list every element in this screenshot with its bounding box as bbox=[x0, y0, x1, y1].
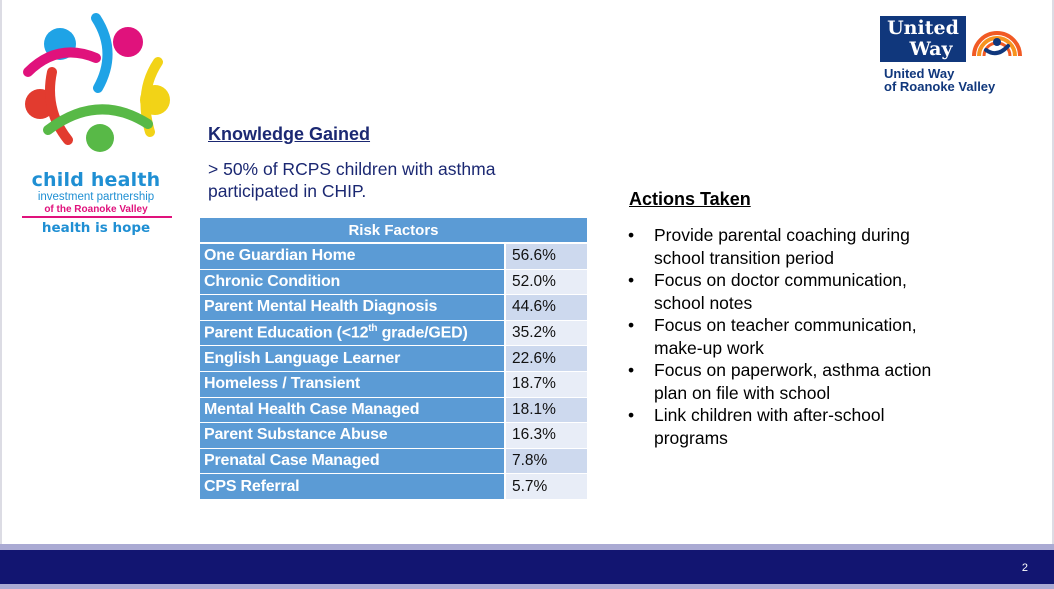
risk-factor-label: Chronic Condition bbox=[200, 269, 505, 295]
risk-factor-label-pre: Parent Education (<12 bbox=[204, 324, 369, 342]
list-item bbox=[626, 224, 956, 269]
risk-factor-label-sup: th bbox=[368, 323, 378, 335]
table-row bbox=[200, 448, 587, 474]
table-row bbox=[200, 243, 587, 269]
table-row bbox=[200, 474, 587, 500]
risk-factor-label bbox=[200, 320, 505, 346]
united-way-wordmark bbox=[880, 16, 966, 62]
table-row bbox=[200, 295, 587, 321]
united-way-word2: Way bbox=[909, 38, 953, 60]
action-text: Link children with after-school programs bbox=[654, 405, 885, 448]
risk-factor-value: 56.6% bbox=[505, 243, 587, 269]
table-row bbox=[200, 423, 587, 449]
risk-factor-label: CPS Referral bbox=[200, 474, 505, 500]
actions-heading: Actions Taken bbox=[629, 189, 751, 209]
bullet-icon: • bbox=[628, 360, 635, 380]
chip-logo-line2: investment partnership bbox=[37, 191, 155, 203]
united-way-logo bbox=[880, 16, 1030, 96]
risk-factor-value: 16.3% bbox=[505, 423, 587, 449]
bullet-icon: • bbox=[628, 225, 635, 245]
slide-edge-left bbox=[0, 0, 2, 545]
risk-factor-value: 22.6% bbox=[505, 346, 587, 372]
table-row bbox=[200, 346, 587, 372]
chip-logo-line3: of the Roanoke Valley bbox=[44, 204, 148, 215]
risk-factor-label-post: grade/GED) bbox=[377, 324, 468, 342]
table-row bbox=[200, 269, 587, 295]
risk-factor-value: 18.7% bbox=[505, 371, 587, 397]
chip-logo-tagline: health is hope bbox=[41, 220, 151, 236]
actions-list bbox=[626, 224, 956, 449]
risk-factor-value: 18.1% bbox=[505, 397, 587, 423]
list-item bbox=[626, 314, 956, 359]
chip-logo bbox=[18, 12, 174, 238]
chip-figures-icon bbox=[18, 12, 174, 167]
risk-factor-value: 5.7% bbox=[505, 474, 587, 500]
knowledge-text: > 50% of RCPS children with asthma participated in CHIP. bbox=[208, 159, 496, 201]
footer-bar bbox=[0, 550, 1054, 584]
risk-factor-value: 44.6% bbox=[505, 295, 587, 321]
page-number: 2 bbox=[1021, 562, 1028, 574]
action-text: Focus on teacher communication, make-up work bbox=[654, 315, 917, 358]
risk-factor-label: One Guardian Home bbox=[200, 243, 505, 269]
risk-factor-label: Parent Mental Health Diagnosis bbox=[200, 295, 505, 321]
risk-table-header-row bbox=[200, 218, 587, 243]
table-row bbox=[200, 320, 587, 346]
list-item bbox=[626, 269, 956, 314]
risk-factor-label: Prenatal Case Managed bbox=[200, 448, 505, 474]
risk-factor-label: Homeless / Transient bbox=[200, 371, 505, 397]
united-way-caption1: United Way bbox=[884, 66, 955, 81]
list-item bbox=[626, 404, 956, 449]
risk-factor-label: Parent Substance Abuse bbox=[200, 423, 505, 449]
table-row bbox=[200, 397, 587, 423]
chip-logo-name: child health bbox=[31, 169, 161, 191]
action-text: Focus on paperwork, asthma action plan on file with school bbox=[654, 360, 932, 403]
risk-factor-value: 52.0% bbox=[505, 269, 587, 295]
risk-factor-label: English Language Learner bbox=[200, 346, 505, 372]
action-text: Provide parental coaching during school transition period bbox=[654, 225, 910, 268]
united-way-caption2: of Roanoke Valley bbox=[884, 79, 996, 94]
risk-factors-table bbox=[200, 218, 587, 500]
risk-factor-value: 35.2% bbox=[505, 320, 587, 346]
footer-bottom-stripe bbox=[0, 584, 1054, 589]
risk-factor-value: 7.8% bbox=[505, 448, 587, 474]
knowledge-heading: Knowledge Gained bbox=[208, 124, 371, 144]
risk-table-header: Risk Factors bbox=[200, 218, 587, 243]
bullet-icon: • bbox=[628, 270, 635, 290]
bullet-icon: • bbox=[628, 405, 635, 425]
united-way-hand-rainbow-icon bbox=[968, 16, 1026, 62]
table-row bbox=[200, 371, 587, 397]
action-text: Focus on doctor communication, school notes bbox=[654, 270, 907, 313]
bullet-icon: • bbox=[628, 315, 635, 335]
risk-factor-label: Mental Health Case Managed bbox=[200, 397, 505, 423]
list-item bbox=[626, 359, 956, 404]
united-way-word1: United bbox=[887, 17, 959, 39]
chip-logo-divider bbox=[22, 216, 172, 218]
